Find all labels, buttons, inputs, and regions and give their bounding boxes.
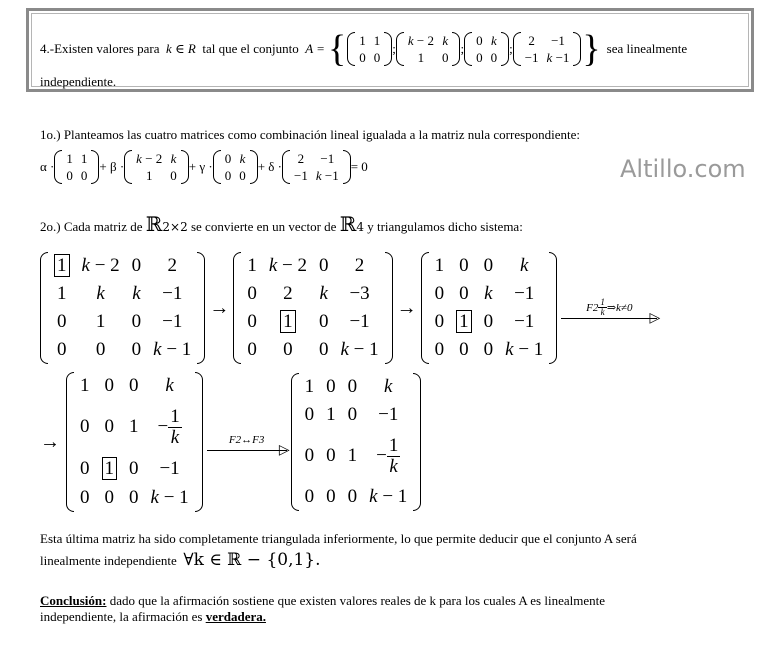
step2-pre: 2o.) Cada matriz de <box>40 219 143 234</box>
set-matrix-3: 0 k 0 0 <box>464 32 509 66</box>
op1-arrow: ▷ <box>561 318 657 319</box>
set-matrix-2: k − 2 k 1 0 <box>396 32 461 66</box>
delta-coef: + δ · <box>257 159 282 174</box>
comb-matrix-4: 2 −1 −1 k −1 <box>282 150 351 184</box>
arrow-2: → <box>396 296 417 319</box>
op1-condition: ⇒k≠0 <box>606 302 633 314</box>
problem-line-2: independiente. <box>40 74 117 89</box>
step2-exp-1: 2×2 <box>162 220 188 234</box>
equals-zero: = 0 <box>350 159 368 174</box>
op1-fraction: $\frac{1}{k}$ <box>600 296 605 317</box>
aug-matrix-4: 1 0 0 k 0 0 1 − $\frac{1}{k}$ 0 1 0 −1 0 0 0 k − 1 <box>66 372 203 512</box>
step2-post: y triangulamos dicho sistema: <box>367 219 523 234</box>
result-line-2 <box>40 550 321 570</box>
result-line-2-math: ∀k ∈ ℝ − {0,1}. <box>183 550 321 570</box>
result-line-2-text: linealmente independiente <box>40 553 177 568</box>
conclusion-text-2: independiente, la afirmación es <box>40 609 203 624</box>
conclusion-line-1 <box>40 593 605 609</box>
set-open-brace: { <box>327 28 347 70</box>
operation-2 <box>207 433 290 458</box>
step1-combination <box>40 146 368 188</box>
step1-text: 1o.) Planteamos las cuatro matrices como combinación lineal igualada a la matriz nula correspondiente: <box>40 127 581 142</box>
step2-space-1: ℝ <box>145 212 163 236</box>
comb-matrix-1: 1 1 0 0 <box>54 150 99 184</box>
step2-text <box>40 212 523 236</box>
aug-matrix-3: 1 0 0 k 0 0 k −1 0 1 0 −1 0 0 0 k − 1 <box>421 252 558 364</box>
problem-lead: 4.-Existen valores para <box>40 41 160 56</box>
gamma-coef: + γ · <box>188 159 213 174</box>
op2-arrow: ▷ <box>207 450 287 451</box>
step2-mid: se convierte en un vector de <box>190 219 337 234</box>
set-matrix-4: 2 −1 −1 k −1 <box>513 32 582 66</box>
conclusion-heading: Conclusión: <box>40 593 107 608</box>
step2-exp-2: 4 <box>356 220 364 234</box>
operation-1 <box>561 296 661 326</box>
problem-k-in-R: k ∈ R <box>165 41 196 56</box>
conclusion-verdict: verdadera. <box>205 609 266 624</box>
watermark: Altillo.com <box>620 155 746 183</box>
problem-line-1: 4.-Existen valores para k ∈ R tal que el conjunto A = { 1 1 0 0 ; k − 2 k 1 0 ; 0 k 0 0 ; 2 −1 −1 k −1 } sea linealmente <box>40 28 688 70</box>
comb-matrix-3: 0 k 0 0 <box>213 150 258 184</box>
step2-space-2: ℝ <box>339 212 357 236</box>
op2-label: F2↔F3 <box>228 433 265 446</box>
reduction-row-1 <box>40 252 661 364</box>
set-matrix-1: 1 1 0 0 <box>347 32 392 66</box>
aug-matrix-1: 1 k − 2 0 2 1 k k −1 0 1 0 −1 0 0 0 k − 1 <box>40 252 205 364</box>
set-close-brace: } <box>582 28 601 70</box>
aug-matrix-5: 1 0 0 k 0 1 0 −1 0 0 1 − $\frac{1}{k}$ 0 0 0 k − 1 <box>291 373 422 511</box>
aug-matrix-2: 1 k − 2 0 2 0 2 k −3 0 1 0 −1 0 0 0 k − 1 <box>233 252 392 364</box>
problem-middle: tal que el conjunto <box>202 41 299 56</box>
comb-matrix-2: k − 2 k 1 0 <box>124 150 189 184</box>
conclusion-line-2 <box>40 609 266 625</box>
arrow-1: → <box>209 296 230 319</box>
beta-coef: + β · <box>99 159 125 174</box>
problem-tail: sea linealmente <box>606 41 688 56</box>
arrow-3: → <box>40 430 60 453</box>
conclusion-text-1: dado que la afirmación sostiene que existen valores reales de k para los cuales A es linealmente <box>109 593 605 608</box>
result-line-1: Esta última matriz ha sido completamente triangulada inferiormente, lo que permite deducir que el conjunto A será <box>40 531 637 546</box>
reduction-row-2 <box>40 372 421 512</box>
op1-label: F2 <box>586 301 599 314</box>
problem-set-name: A = <box>305 41 325 56</box>
alpha-coef: α · <box>40 159 55 174</box>
